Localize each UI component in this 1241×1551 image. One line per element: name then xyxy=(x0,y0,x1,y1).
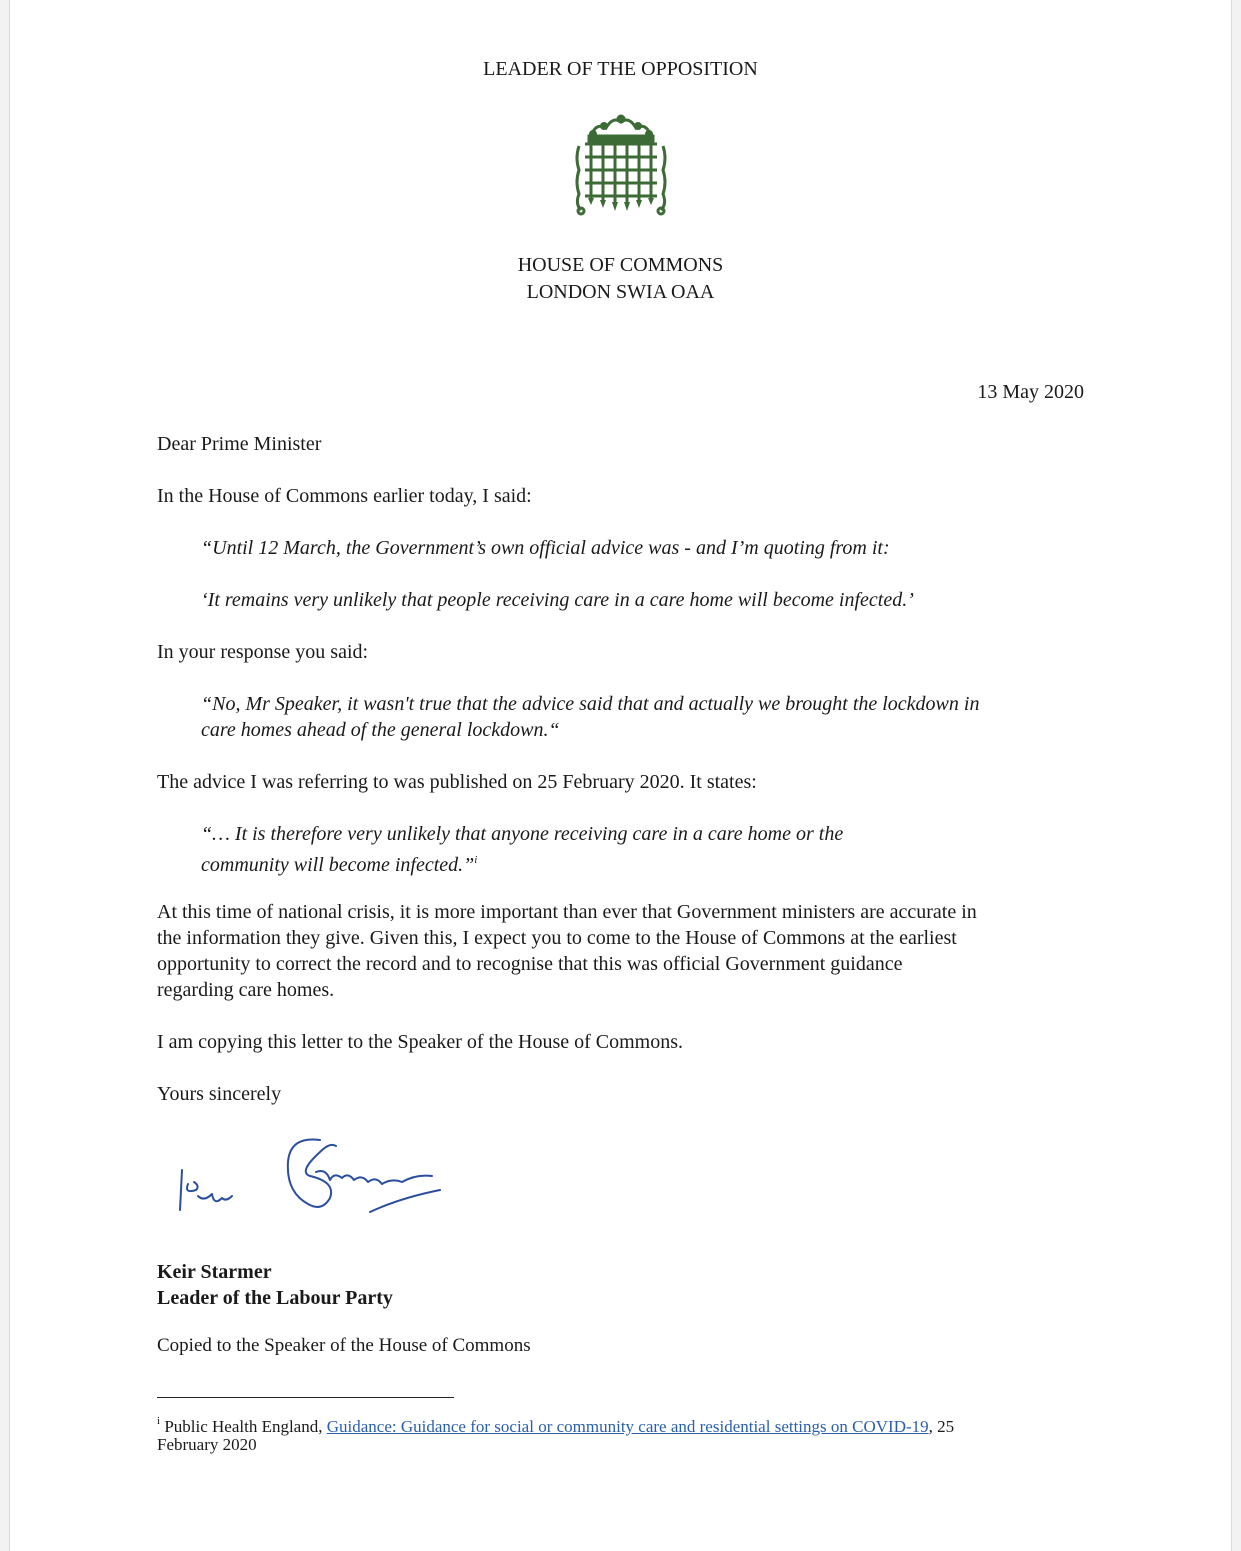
footnote-reference: i xyxy=(474,854,478,866)
closing: Yours sincerely xyxy=(157,1083,282,1105)
quote-3-line-2: community will become infected.”$^i$ xyxy=(201,854,478,876)
quote-1-line-1: “Until 12 March, the Government’s own official advice was - and I’m quoting from it: xyxy=(201,537,890,559)
address-line-2: LONDON SWIA OAA xyxy=(526,281,715,303)
footnote-prefix: Public Health England, xyxy=(164,1417,327,1436)
footnote-marker: i xyxy=(157,1415,161,1427)
footnote-suffix: , 25 xyxy=(928,1417,955,1436)
cc-line: Copied to the Speaker of the House of Commons xyxy=(157,1335,531,1356)
letter-date: 13 May 2020 xyxy=(977,381,1084,403)
paragraph-2: In your response you said: xyxy=(157,641,369,663)
signature-image xyxy=(170,1132,460,1232)
paragraph-1: In the House of Commons earlier today, I said: xyxy=(157,485,532,507)
paragraph-4-line-1: At this time of national crisis, it is more important than ever that Government ministers are accurate in xyxy=(157,901,977,923)
footnote-line-1 xyxy=(157,1410,954,1438)
paragraph-3: The advice I was referring to was published on 25 February 2020. It states: xyxy=(157,771,757,793)
address-line-1: HOUSE OF COMMONS xyxy=(517,254,724,276)
signatory-name: Keir Starmer xyxy=(157,1261,272,1283)
portcullis-crown-icon xyxy=(571,112,671,216)
quote-1-line-2: ‘It remains very unlikely that people receiving care in a care home will become infected.’ xyxy=(201,589,914,611)
footnote-guidance-link[interactable]: Guidance: Guidance for social or community care and residential settings on COVID-19 xyxy=(326,1417,929,1436)
salutation: Dear Prime Minister xyxy=(157,433,322,455)
paragraph-4-line-2: the information they give. Given this, I expect you to come to the House of Commons at the earliest xyxy=(157,927,957,949)
signatory-title: Leader of the Labour Party xyxy=(157,1287,393,1309)
quote-2-line-2: care homes ahead of the general lockdown.“ xyxy=(201,719,560,741)
quote-2-line-1: “No, Mr Speaker, it wasn't true that the advice said that and actually we brought the lockdown in xyxy=(201,693,980,715)
footnote-line-2: February 2020 xyxy=(157,1435,257,1454)
office-title: LEADER OF THE OPPOSITION xyxy=(483,58,758,80)
paragraph-4-line-3: opportunity to correct the record and to recognise that this was official Government guidance xyxy=(157,953,903,975)
footnote-divider xyxy=(157,1397,454,1398)
quote-3-line-1: “… It is therefore very unlikely that anyone receiving care in a care home or the xyxy=(201,823,844,845)
paragraph-4-line-4: regarding care homes. xyxy=(157,979,335,1001)
paragraph-5: I am copying this letter to the Speaker of the House of Commons. xyxy=(157,1031,684,1053)
